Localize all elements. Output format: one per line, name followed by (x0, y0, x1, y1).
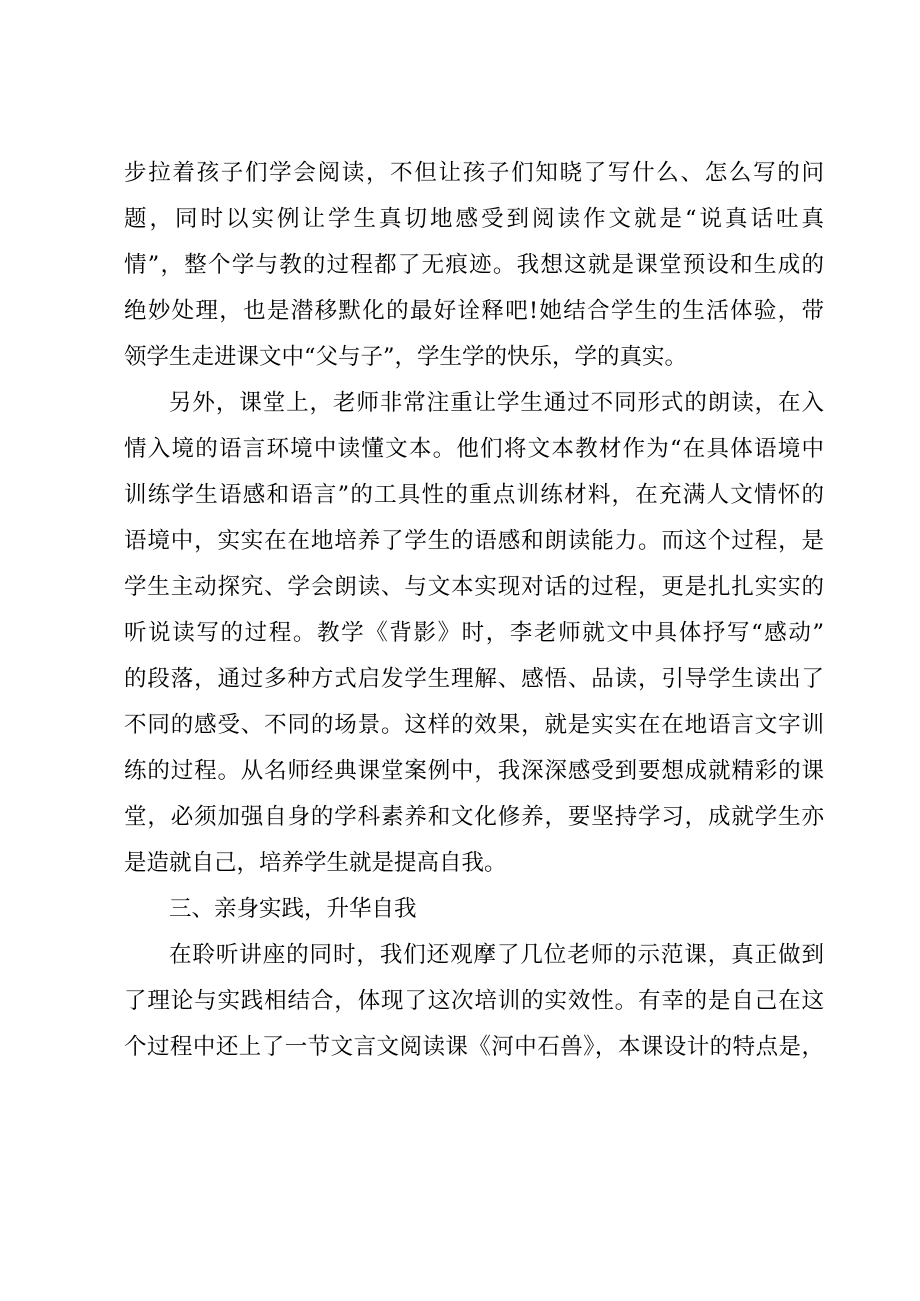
text-line: 语境中，实实在在地培养了学生的语感和朗读能力。而这个过程，是 (124, 528, 824, 554)
text-line: 练的过程。从名师经典课堂案例中，我深深感受到要想成就精彩的课 (124, 758, 824, 784)
text-line: 步拉着孩子们学会阅读，不但让孩子们知晓了写什么、怎么写的问 (124, 160, 824, 186)
text-line: 另外，课堂上，老师非常注重让学生通过不同形式的朗读，在入 (169, 390, 824, 416)
text-line: 领学生走进课文中“父与子”，学生学的快乐，学的真实。 (124, 344, 688, 370)
text-line: 了理论与实践相结合，体现了这次培训的实效性。有幸的是自己在这 (124, 988, 824, 1014)
text-line: 堂，必须加强自身的学科素养和文化修养，要坚持学习，成就学生亦 (124, 804, 824, 830)
text-line: 情”，整个学与教的过程都了无痕迹。我想这就是课堂预设和生成的 (124, 252, 824, 278)
text-line: 情入境的语言环境中读懂文本。他们将文本教材作为“在具体语境中 (124, 436, 824, 462)
text-line: 训练学生语感和语言”的工具性的重点训练材料，在充满人文情怀的 (124, 482, 824, 508)
section-heading: 三、亲身实践，升华自我 (169, 896, 417, 922)
text-line: 是造就自己，培养学生就是提高自我。 (124, 850, 507, 876)
text-line: 在聆听讲座的同时，我们还观摩了几位老师的示范课，真正做到 (169, 942, 824, 968)
text-line: 的段落，通过多种方式启发学生理解、感悟、品读，引导学生读出了 (124, 666, 824, 692)
text-line: 学生主动探究、学会朗读、与文本实现对话的过程，更是扎扎实实的 (124, 574, 824, 600)
text-line: 绝妙处理，也是潜移默化的最好诠释吧!她结合学生的生活体验，带 (124, 298, 824, 324)
text-line: 听说读写的过程。教学《背影》时，李老师就文中具体抒写“感动” (124, 620, 824, 646)
text-line: 不同的感受、不同的场景。这样的效果，就是实实在在地语言文字训 (124, 712, 824, 738)
text-line: 题，同时以实例让学生真切地感受到阅读作文就是“说真话吐真 (124, 206, 824, 232)
text-line: 个过程中还上了一节文言文阅读课《河中石兽》，本课设计的特点是， (124, 1034, 824, 1060)
body-text (124, 150, 824, 1070)
